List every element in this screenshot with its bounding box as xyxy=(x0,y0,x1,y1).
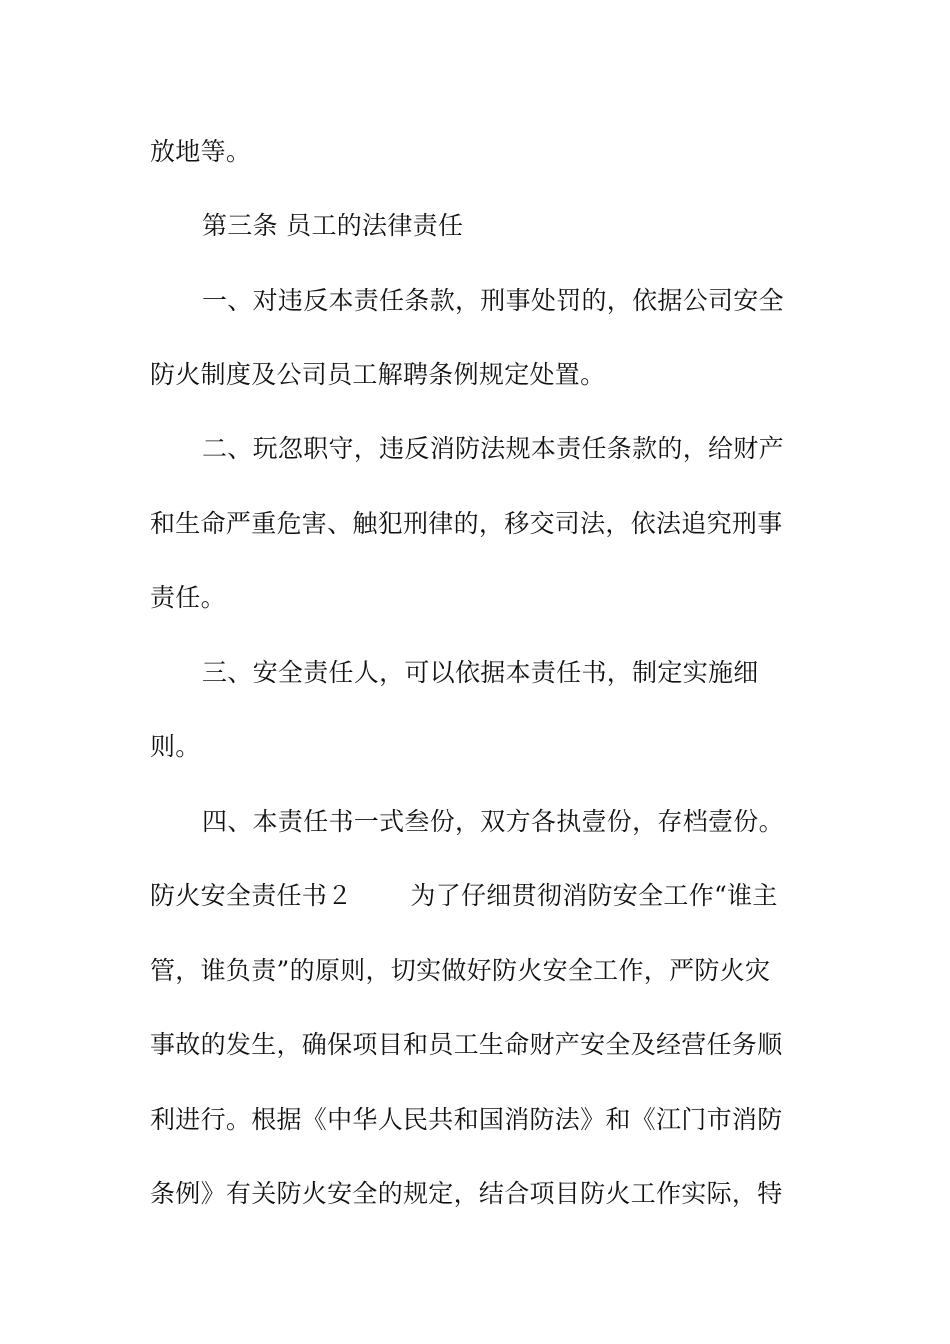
paragraph-line: 利进行。根据《中华人民共和国消防法》和《江门市消防 xyxy=(150,1105,783,1134)
paragraph-text: 为了仔细贯彻消防安全工作“谁主 xyxy=(410,881,778,910)
article-heading: 第三条 员工的法律责任 xyxy=(202,211,464,240)
paragraph-line: 三、安全责任人，可以依据本责任书，制定实施细 xyxy=(202,658,759,687)
paragraph-line: 和生命严重危害、触犯刑律的，移交司法，依法追究刑事 xyxy=(150,509,783,538)
paragraph-line: 责任。 xyxy=(150,583,226,612)
paragraph-line: 一、对违反本责任条款，刑事处罚的，依据公司安全 xyxy=(202,286,784,315)
paragraph-line: 防火制度及公司员工解聘条例规定处置。 xyxy=(150,360,606,389)
paragraph-line: 二、玩忽职守，违反消防法规本责任条款的，给财产 xyxy=(202,434,784,463)
paragraph-line-with-heading xyxy=(150,880,800,912)
paragraph-line: 则。 xyxy=(150,732,201,761)
paragraph-line: 事故的发生，确保项目和员工生命财产安全及经营任务顺 xyxy=(150,1030,783,1059)
paragraph-line: 四、本责任书一式叁份，双方各执壹份，存档壹份。 xyxy=(202,807,784,836)
paragraph-line: 放地等。 xyxy=(150,137,252,166)
paragraph-line: 管，谁负责”的原则，切实做好防火安全工作，严防火灾 xyxy=(150,956,771,985)
paragraph-line: 条例》有关防火安全的规定，结合项目防火工作实际，特 xyxy=(150,1179,783,1208)
document-section-title: 防火安全责任书２ xyxy=(150,881,353,910)
